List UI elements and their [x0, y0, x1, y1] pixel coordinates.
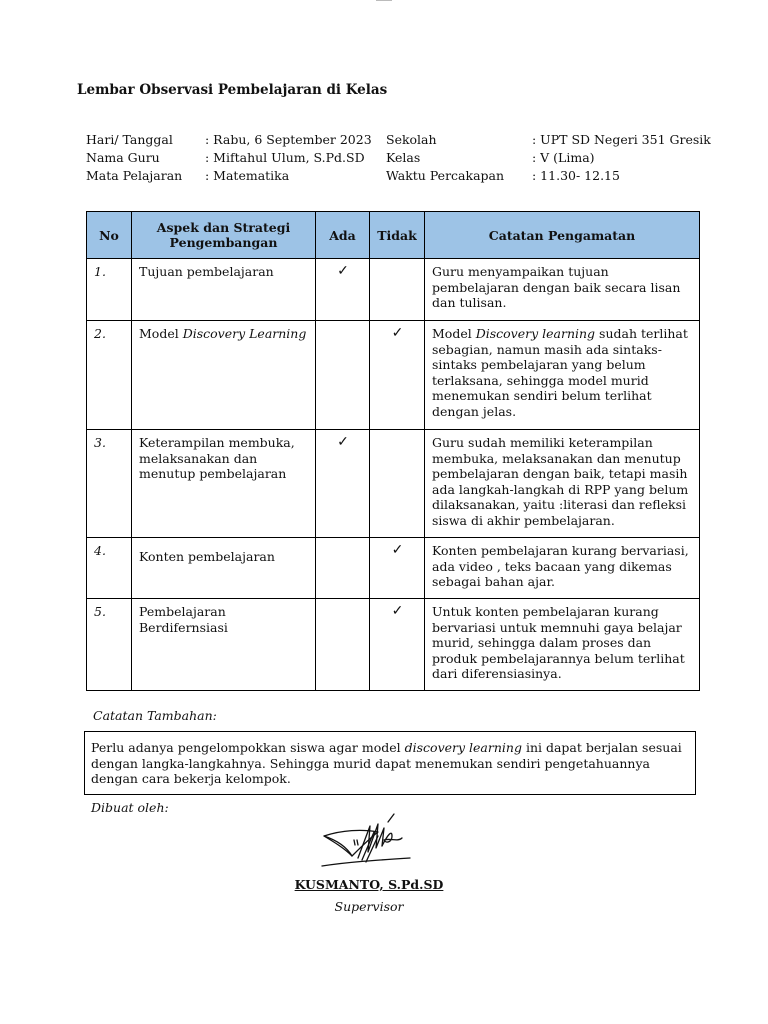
- header-ada: Ada: [316, 212, 370, 259]
- aspect-text: Konten pembelajaran: [139, 549, 275, 564]
- aspect-text: Tujuan pembelajaran: [139, 264, 274, 279]
- observation-table: [86, 211, 700, 691]
- header-no: No: [87, 212, 132, 259]
- row-tidak-cell: [370, 599, 425, 691]
- row-ada-cell: [316, 538, 370, 599]
- aspect-emphasis: Discovery Learning: [182, 326, 307, 341]
- meta-left: [86, 131, 372, 185]
- row-ada-cell: [316, 259, 370, 321]
- meta-label: Nama Guru: [86, 150, 160, 165]
- meta-value: : Miftahul Ulum, S.Pd.SD: [205, 150, 365, 165]
- table-row: [87, 599, 700, 691]
- note-emphasis: Discovery learning: [475, 326, 596, 341]
- additional-notes-text-tail: ini dapat berjalan sesuai dengan langka-langkahnya. Sehingga murid dapat menemukan sendiri pengetahuannya dengan cara bekerja kelompok.: [91, 740, 682, 786]
- additional-notes-emphasis: discovery learning: [404, 740, 522, 755]
- supervisor-role-line: [0, 899, 768, 914]
- meta-label: Hari/ Tanggal: [86, 132, 173, 147]
- additional-notes-text: Perlu adanya pengelompokkan siswa agar model: [91, 740, 405, 755]
- aspect-text: Keterampilan membuka, melaksanakan dan menutup pembelajaran: [139, 435, 295, 481]
- row-aspect: [132, 430, 316, 538]
- table-row: [87, 538, 700, 599]
- meta-row-time: [386, 167, 711, 185]
- row-note: [425, 259, 700, 321]
- meta-value: : V (Lima): [532, 150, 595, 165]
- row-tidak-cell: [370, 538, 425, 599]
- row-tidak-cell: [370, 259, 425, 321]
- row-note: [425, 321, 700, 430]
- header-aspect: Aspek dan Strategi Pengembangan: [132, 212, 316, 259]
- meta-value: : Rabu, 6 September 2023: [205, 132, 372, 147]
- meta-row-school: [386, 131, 711, 149]
- made-by-label: Dibuat oleh:: [91, 800, 169, 815]
- meta-row-subject: [86, 167, 372, 185]
- row-aspect: [132, 321, 316, 430]
- check-icon: ✓: [391, 542, 404, 558]
- note-text: Model: [432, 326, 476, 341]
- aspect-text: Pembelajaran Berdifernsiasi: [139, 604, 228, 635]
- additional-notes-label: Catatan Tambahan:: [93, 708, 217, 723]
- note-text: Untuk konten pembelajaran kurang bervariasi untuk memnuhi gaya belajar murid, sehingga dalam proses dan produk pembelajarannya belum terlihat dari diferensiasinya.: [432, 604, 685, 681]
- meta-row-date: [86, 131, 372, 149]
- table-row: [87, 321, 700, 430]
- supervisor-role: Supervisor: [334, 899, 404, 914]
- row-number: 2.: [87, 321, 132, 430]
- row-note: [425, 538, 700, 599]
- check-icon: ✓: [337, 263, 349, 279]
- row-number: 5.: [87, 599, 132, 691]
- row-ada-cell: [316, 321, 370, 430]
- row-aspect: [132, 599, 316, 691]
- check-icon: ✓: [391, 325, 404, 341]
- header-tidak: Tidak: [370, 212, 425, 259]
- meta-label: Sekolah: [386, 132, 437, 147]
- note-text: Guru sudah memiliki keterampilan membuka, melaksanakan dan menutup pembelajaran dengan baik, tetapi masih ada langkah-langkah di RPP yang belum dilaksanakan, yaitu :literasi dan refleksi siswa di akhir pembelajaran.: [432, 435, 689, 528]
- row-aspect: [132, 538, 316, 599]
- meta-label: Kelas: [386, 150, 421, 165]
- row-aspect: [132, 259, 316, 321]
- aspect-text: Model: [139, 326, 183, 341]
- meta-right: [386, 131, 711, 185]
- header-notes: Catatan Pengamatan: [425, 212, 700, 259]
- meta-value: : 11.30- 12.15: [532, 168, 620, 183]
- check-icon: ✓: [391, 603, 404, 619]
- row-ada-cell: [316, 430, 370, 538]
- row-ada-cell: [316, 599, 370, 691]
- meta-value: : UPT SD Negeri 351 Gresik: [532, 132, 711, 147]
- row-number: 1.: [87, 259, 132, 321]
- row-note: [425, 430, 700, 538]
- document-title: Lembar Observasi Pembelajaran di Kelas: [77, 82, 388, 98]
- row-number: 3.: [87, 430, 132, 538]
- table-header-row: [87, 212, 700, 259]
- meta-label: Waktu Percakapan: [386, 168, 505, 183]
- note-text-tail: sudah terlihat sebagian, namun masih ada sintaks-sintaks pembelajaran yang belum terlaksana, sehingga model murid menemukan sendiri belum terlihat dengan jelas.: [432, 326, 688, 419]
- supervisor-name-line: [0, 877, 768, 892]
- meta-row-class: [386, 149, 711, 167]
- meta-row-teacher: [86, 149, 372, 167]
- check-icon: ✓: [337, 434, 349, 450]
- page-top-mark: [376, 0, 392, 1]
- row-tidak-cell: [370, 430, 425, 538]
- meta-label: Mata Pelajaran: [86, 168, 183, 183]
- row-number: 4.: [87, 538, 132, 599]
- table-row: [87, 430, 700, 538]
- meta-value: : Matematika: [205, 168, 290, 183]
- row-tidak-cell: [370, 321, 425, 430]
- supervisor-name: KUSMANTO, S.Pd.SD: [294, 877, 444, 892]
- row-note: [425, 599, 700, 691]
- table-row: [87, 259, 700, 321]
- signature-image: [318, 812, 418, 876]
- additional-notes-box: [84, 731, 696, 795]
- note-text: Guru menyampaikan tujuan pembelajaran dengan baik secara lisan dan tulisan.: [432, 264, 681, 310]
- note-text: Konten pembelajaran kurang bervariasi, ada video , teks bacaan yang dikemas sebagai bahan ajar.: [432, 543, 689, 589]
